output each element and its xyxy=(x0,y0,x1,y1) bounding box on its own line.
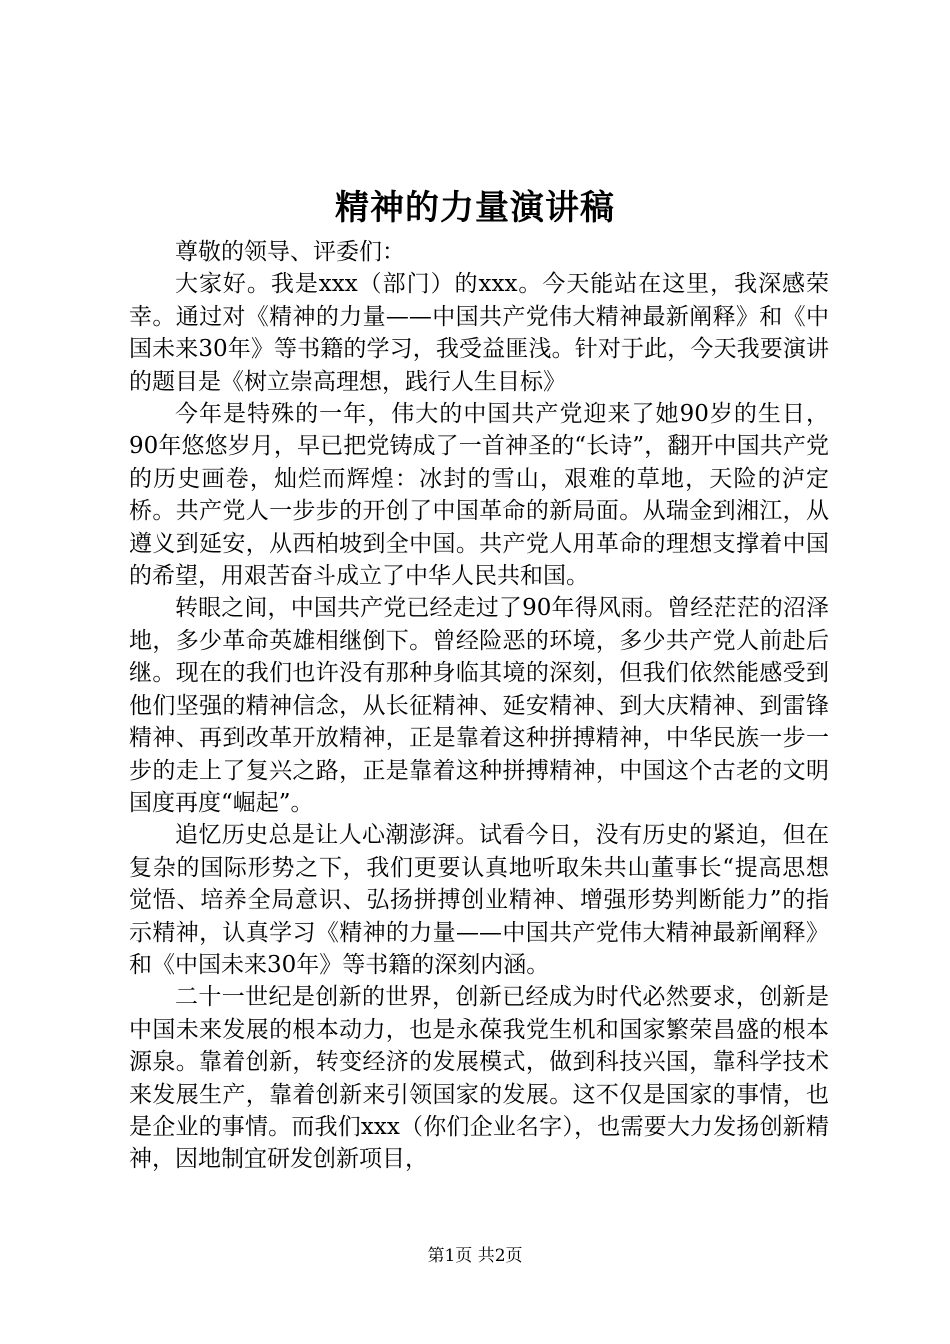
body-paragraph: 转眼之间，中国共产党已经走过了90年得风雨。曾经茫茫的沼泽地，多少革命英雄相继倒下。曾经险恶的环境，多少共产党人前赴后继。现在的我们也许没有那种身临其境的深刻，但我们依然能感受到他们坚强的精神信念，从长征精神、延安精神、到大庆精神、到雷锋精神、再到改革开放精神，正是靠着这种拼搏精神，中华民族一步一步的走上了复兴之路，正是靠着这种拼搏精神，中国这个古老的文明国度再度“崛起”。 xyxy=(129,595,829,816)
body-paragraph: 今年是特殊的一年，伟大的中国共产党迎来了她90岁的生日，90年悠悠岁月，早已把党铸成了一首神圣的“长诗”，翻开中国共产党的历史画卷，灿烂而辉煌：冰封的雪山，艰难的草地，天险的泸定桥。共产党人一步步的开创了中国革命的新局面。从瑞金到湘江，从遵义到延安，从西柏坡到全中国。共产党人用革命的理想支撑着中国的希望，用艰苦奋斗成立了中华人民共和国。 xyxy=(129,401,829,590)
body-paragraph: 大家好。我是xxx（部门）的xxx。今天能站在这里，我深感荣幸。通过对《精神的力量——中国共产党伟大精神最新阐释》和《中国未来30年》等书籍的学习，我受益匪浅。针对于此，今天我要演讲的题目是《树立崇高理想，践行人生目标》 xyxy=(129,271,829,395)
salutation-paragraph: 尊敬的领导、评委们： xyxy=(175,239,405,265)
body-paragraph: 追忆历史总是让人心潮澎湃。试看今日，没有历史的紧迫，但在复杂的国际形势之下，我们更要认真地听取朱共山董事长“提高思想觉悟、培养全局意识、弘扬拼搏创业精神、增强形势判断能力”的指示精神，认真学习《精神的力量——中国共产党伟大精神最新阐释》和《中国未来30年》等书籍的深刻内涵。 xyxy=(129,822,829,978)
body-paragraph: 二十一世纪是创新的世界，创新已经成为时代必然要求，创新是中国未来发展的根本动力，也是永葆我党生机和国家繁荣昌盛的根本源泉。靠着创新，转变经济的发展模式，做到科技兴国，靠科学技术来发展生产，靠着创新来引领国家的发展。这不仅是国家的事情，也是企业的事情。而我们xxx（你们企业名字），也需要大力发扬创新精神，因地制宜研发创新项目， xyxy=(129,984,829,1173)
document-title: 精神的力量演讲稿 xyxy=(335,188,615,228)
page-footer: 第1页 共2页 xyxy=(427,1246,523,1266)
document-body xyxy=(129,236,829,1176)
